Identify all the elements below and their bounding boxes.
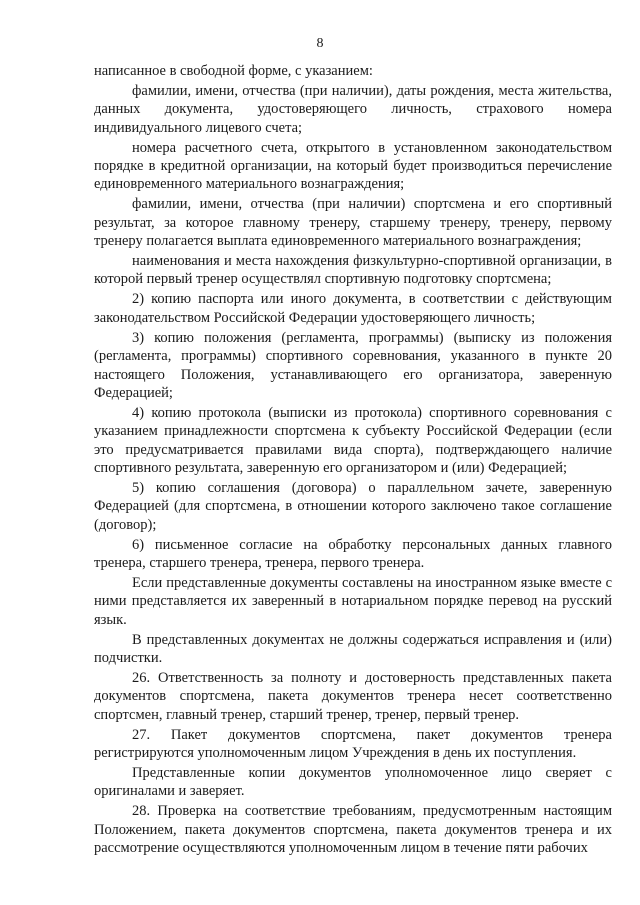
paragraph-item-5: 5) копию соглашения (договора) о параллельном зачете, заверенную Федерацией (для спортсмена, в отношении которого заключено такое соглашение (договор); <box>94 479 612 533</box>
paragraph-copies-verification: Представленные копии документов уполномоченное лицо сверяет с оригиналами и заверяет. <box>94 765 612 800</box>
paragraph-item-3: 3) копию положения (регламента, программы) (выписку из положения (регламента, программы) спортивного соревнования, указанного в пункте 20 настоящего Положения, устанавливающего его организатора, заверенную Федерацией; <box>94 329 612 401</box>
page-number: 8 <box>316 36 324 51</box>
paragraph-applicant-details: фамилии, имени, отчества (при наличии), даты рождения, места жительства, данных документа, удостоверяющего личность, страхового номера индивидуального лицевого счета; <box>94 82 612 136</box>
paragraph-bank-account: номера расчетного счета, открытого в установленном законодательством порядке в кредитной организации, на который будет производиться перечисление единовременного материального вознаграждения; <box>94 139 612 193</box>
document-body <box>94 62 612 859</box>
paragraph-item-6: 6) письменное согласие на обработку персональных данных главного тренера, старшего тренера, тренера, первого тренера. <box>94 536 612 572</box>
paragraph-item-4: 4) копию протокола (выписки из протокола) спортивного соревнования с указанием принадлежности спортсмена к субъекту Российской Федерации (если это предусматривается правилами вида спорта), подтверждающего наличие спортивного результата, заверенную его организатором и (или) Федерацией; <box>94 404 612 477</box>
paragraph-section-28: 28. Проверка на соответствие требованиям, предусмотренным настоящим Положением, пакета документов спортсмена, пакета документов тренера и их рассмотрение осуществляются уполномоченным лицом в течение пяти рабочих <box>94 803 612 857</box>
paragraph-item-2: 2) копию паспорта или иного документа, в соответствии с действующим законодательством Российской Федерации удостоверяющего личность; <box>94 291 612 326</box>
paragraph-athlete-result: фамилии, имени, отчества (при наличии) спортсмена и его спортивный результат, за которое главному тренеру, старшему тренеру, тренеру, первому тренеру полагается выплата единовременного материального вознаграждения; <box>94 196 612 250</box>
paragraph-section-27: 27. Пакет документов спортсмена, пакет документов тренера регистрируются уполномоченным лицом Учреждения в день их поступления. <box>94 726 612 762</box>
paragraph-organization: наименования и места нахождения физкультурно-спортивной организации, в которой первый тренер осуществлял спортивную подготовку спортсмена; <box>94 253 612 288</box>
paragraph-section-26: 26. Ответственность за полноту и достоверность представленных пакета документов спортсмена, пакета документов тренера несет соответственно спортсмен, главный тренер, старший тренер, тренер, первый тренер. <box>94 670 612 723</box>
paragraph-no-corrections: В представленных документах не должны содержаться исправления и (или) подчистки. <box>94 631 612 667</box>
paragraph-intro: написанное в свободной форме, с указанием: <box>94 63 373 79</box>
paragraph-foreign-language: Если представленные документы составлены на иностранном языке вместе с ними представляется их заверенный в нотариальном порядке перевод на русский язык. <box>94 574 612 628</box>
